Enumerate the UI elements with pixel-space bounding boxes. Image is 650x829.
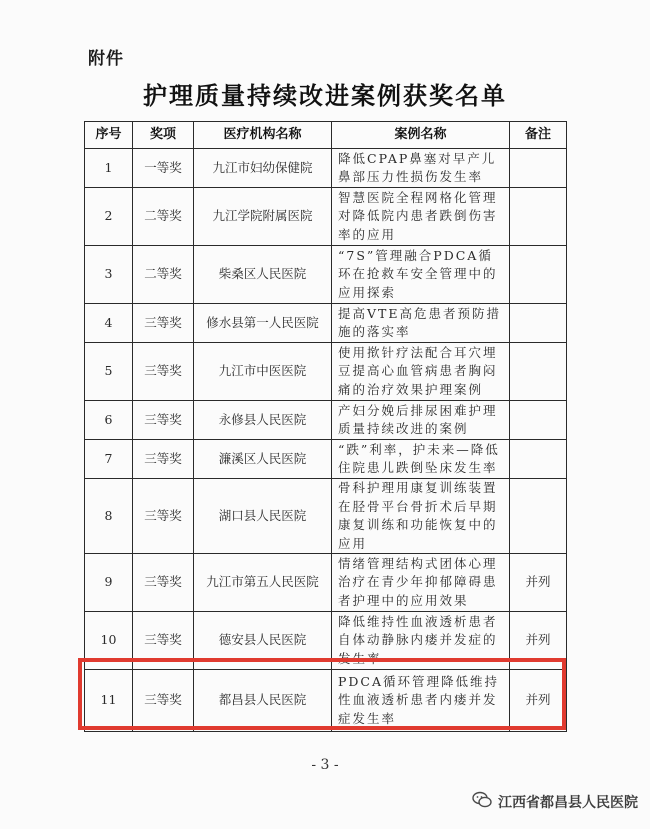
cell-note xyxy=(510,188,567,246)
cell-award: 三等奖 xyxy=(133,304,194,343)
table-header-row xyxy=(85,122,567,149)
award-table xyxy=(84,121,567,732)
cell-note: 并列 xyxy=(510,554,567,612)
watermark-text: 江西省都昌县人民医院 xyxy=(498,795,638,811)
cell-case: 提高VTE高危患者预防措施的落实率 xyxy=(332,304,510,343)
cell-case: 骨科护理用康复训练装置在胫骨平台骨折术后早期康复训练和功能恢复中的应用 xyxy=(332,479,510,554)
table-row xyxy=(85,246,567,304)
header-org: 医疗机构名称 xyxy=(194,122,332,149)
cell-case: “7S”管理融合PDCA循环在抢救车安全管理中的应用探索 xyxy=(332,246,510,304)
page-number: - 3 - xyxy=(311,757,339,773)
cell-note xyxy=(510,479,567,554)
cell-note xyxy=(510,149,567,188)
cell-note xyxy=(510,246,567,304)
cell-org: 九江市中医医院 xyxy=(194,343,332,401)
cell-no: 5 xyxy=(85,343,133,401)
cell-case: 降低维持性血液透析患者自体动静脉内瘘并发症的发生率 xyxy=(332,612,510,670)
cell-org: 德安县人民医院 xyxy=(194,612,332,670)
cell-award: 三等奖 xyxy=(133,401,194,440)
cell-note xyxy=(510,401,567,440)
header-case: 案例名称 xyxy=(332,122,510,149)
cell-no: 10 xyxy=(85,612,133,670)
table-row xyxy=(85,479,567,554)
cell-org: 柴桑区人民医院 xyxy=(194,246,332,304)
cell-no: 2 xyxy=(85,188,133,246)
cell-org: 濂溪区人民医院 xyxy=(194,440,332,479)
cell-org: 永修县人民医院 xyxy=(194,401,332,440)
table-row xyxy=(85,440,567,479)
cell-award: 三等奖 xyxy=(133,479,194,554)
cell-award: 二等奖 xyxy=(133,246,194,304)
cell-no: 11 xyxy=(85,670,133,732)
cell-no: 1 xyxy=(85,149,133,188)
cell-org: 九江市第五人民医院 xyxy=(194,554,332,612)
cell-award: 三等奖 xyxy=(133,343,194,401)
cell-award: 三等奖 xyxy=(133,670,194,732)
cell-no: 4 xyxy=(85,304,133,343)
table-row xyxy=(85,304,567,343)
cell-no: 8 xyxy=(85,479,133,554)
cell-case: 使用揿针疗法配合耳穴埋豆提高心血管病患者胸闷痛的治疗效果护理案例 xyxy=(332,343,510,401)
cell-note xyxy=(510,304,567,343)
attachment-label: 附件 xyxy=(88,49,124,69)
cell-note: 并列 xyxy=(510,612,567,670)
table-row xyxy=(85,149,567,188)
header-award: 奖项 xyxy=(133,122,194,149)
cell-org: 九江市妇幼保健院 xyxy=(194,149,332,188)
cell-org: 都昌县人民医院 xyxy=(194,670,332,732)
cell-no: 7 xyxy=(85,440,133,479)
cell-no: 9 xyxy=(85,554,133,612)
cell-case: 智慧医院全程网格化管理对降低院内患者跌倒伤害率的应用 xyxy=(332,188,510,246)
cell-note: 并列 xyxy=(510,670,567,732)
cell-case: 产妇分娩后排尿困难护理质量持续改进的案例 xyxy=(332,401,510,440)
header-note: 备注 xyxy=(510,122,567,149)
cell-case: PDCA循环管理降低维持性血液透析患者内瘘并发症发生率 xyxy=(332,670,510,732)
header-no: 序号 xyxy=(85,122,133,149)
table-row xyxy=(85,343,567,401)
cell-note xyxy=(510,440,567,479)
cell-org: 修水县第一人民医院 xyxy=(194,304,332,343)
cell-no: 6 xyxy=(85,401,133,440)
cell-org: 九江学院附属医院 xyxy=(194,188,332,246)
cell-no: 3 xyxy=(85,246,133,304)
cell-award: 三等奖 xyxy=(133,612,194,670)
cell-award: 二等奖 xyxy=(133,188,194,246)
table-row xyxy=(85,401,567,440)
cell-award: 一等奖 xyxy=(133,149,194,188)
highlight-box xyxy=(78,658,566,730)
cell-award: 三等奖 xyxy=(133,554,194,612)
watermark xyxy=(472,791,638,813)
page-title: 护理质量持续改进案例获奖名单 xyxy=(143,81,507,110)
cell-org: 湖口县人民医院 xyxy=(194,479,332,554)
cell-case: 降低CPAP鼻塞对早产儿鼻部压力性损伤发生率 xyxy=(332,149,510,188)
table-row xyxy=(85,554,567,612)
cell-case: 情绪管理结构式团体心理治疗在青少年抑郁障碍患者护理中的应用效果 xyxy=(332,554,510,612)
table-row xyxy=(85,188,567,246)
chat-bubble-icon xyxy=(472,791,492,813)
cell-case: “跌”利率，护未来—降低住院患儿跌倒坠床发生率 xyxy=(332,440,510,479)
cell-award: 三等奖 xyxy=(133,440,194,479)
cell-note xyxy=(510,343,567,401)
